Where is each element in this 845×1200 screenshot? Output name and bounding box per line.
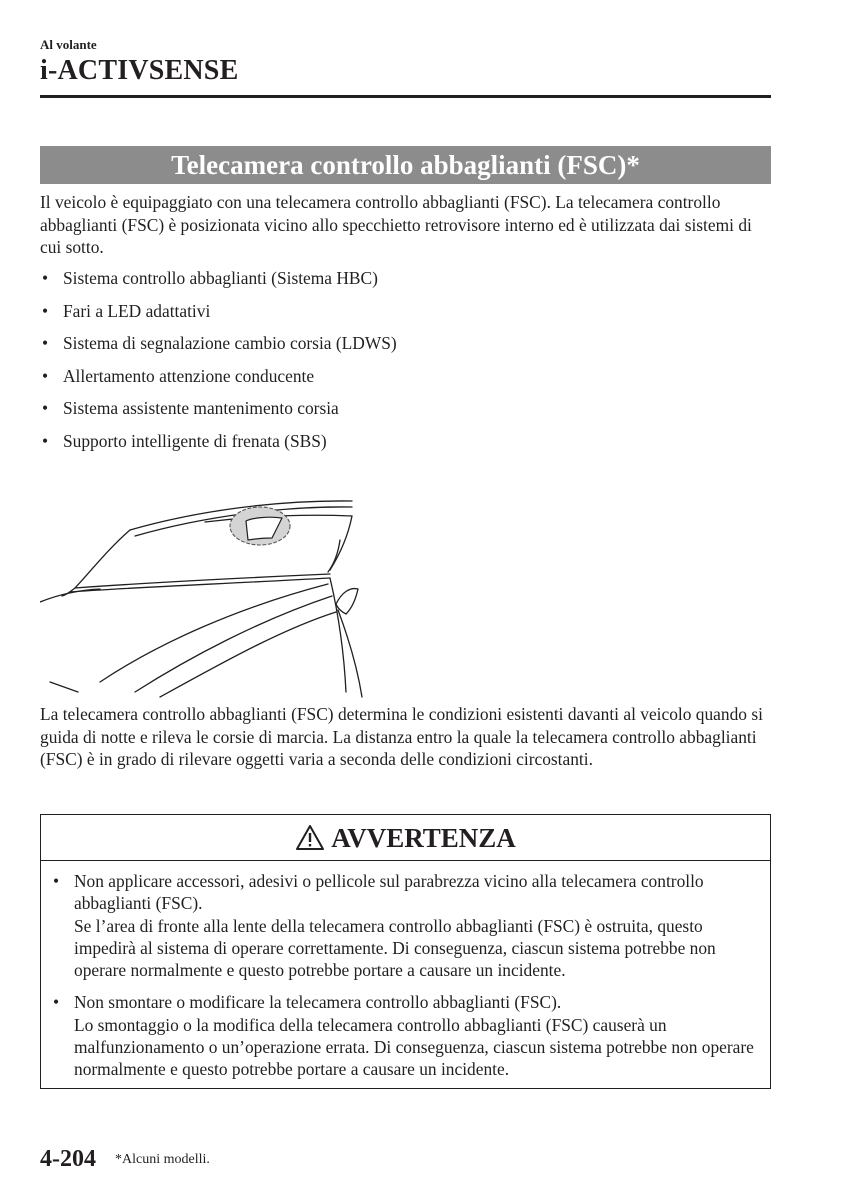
warning-title: AVVERTENZA xyxy=(331,823,516,853)
warning-list xyxy=(41,870,770,1091)
chapter-label: Al volante xyxy=(40,37,97,52)
header-rule xyxy=(40,95,771,98)
warning-lead: • Non applicare accessori, adesivi o pellicole sul parabrezza vicino alla telecamera controllo abbaglianti (FSC). xyxy=(74,871,704,914)
warning-header xyxy=(41,815,770,861)
list-item: • Sistema di segnalazione cambio corsia (LDWS) xyxy=(40,332,771,365)
car-windshield-camera-illustration xyxy=(40,492,370,707)
list-item: • Allertamento attenzione conducente xyxy=(40,365,771,398)
page-number: 4-204 xyxy=(40,1146,96,1172)
warning-box xyxy=(40,814,771,1089)
list-item: • Fari a LED adattativi xyxy=(40,300,771,333)
warning-detail: Lo smontaggio o la modifica della telecamera controllo abbaglianti (FSC) causerà un malfunzionamento o un’operazione errata. Di conseguenza, ciascun sistema potrebbe non operare normalmente e questo potrebbe portare a causare un incidente. xyxy=(74,1014,754,1080)
list-item: • Supporto intelligente di frenata (SBS) xyxy=(40,430,771,463)
list-item xyxy=(41,991,770,1080)
warning-detail: Se l’area di fronte alla lente della telecamera controllo abbaglianti (FSC) è ostruita, questo impedirà al sistema di operare correttamente. Di conseguenza, ciascun sistema potrebbe non operare normalmente e questo potrebbe portare a causare un incidente. xyxy=(74,915,716,981)
systems-list xyxy=(40,267,771,462)
warning-triangle-icon xyxy=(295,824,325,851)
list-item: • Sistema assistente mantenimento corsia xyxy=(40,397,771,430)
list-item xyxy=(41,870,770,981)
intro-paragraph: Il veicolo è equipaggiato con una telecamera controllo abbaglianti (FSC). La telecamera controllo abbaglianti (FSC) è posizionata vicino allo specchietto retrovisore interno ed è utilizzata dai sistemi di cui sotto. xyxy=(40,192,752,257)
section-title: i-ACTIVSENSE xyxy=(40,55,239,86)
description-paragraph: La telecamera controllo abbaglianti (FSC) determina le condizioni esistenti davanti al veicolo quando si guida di notte e rileva le corsie di marcia. La distanza entro la quale la telecamera controllo abbaglianti (FSC) è in grado di rilevare oggetti varia a seconda delle condizioni circostanti. xyxy=(40,704,763,769)
warning-lead: • Non smontare o modificare la telecamera controllo abbaglianti (FSC). xyxy=(74,992,562,1013)
list-item: • Sistema controllo abbaglianti (Sistema HBC) xyxy=(40,267,771,300)
footnote: *Alcuni modelli. xyxy=(115,1152,210,1167)
topic-banner: Telecamera controllo abbaglianti (FSC)* xyxy=(40,146,771,184)
